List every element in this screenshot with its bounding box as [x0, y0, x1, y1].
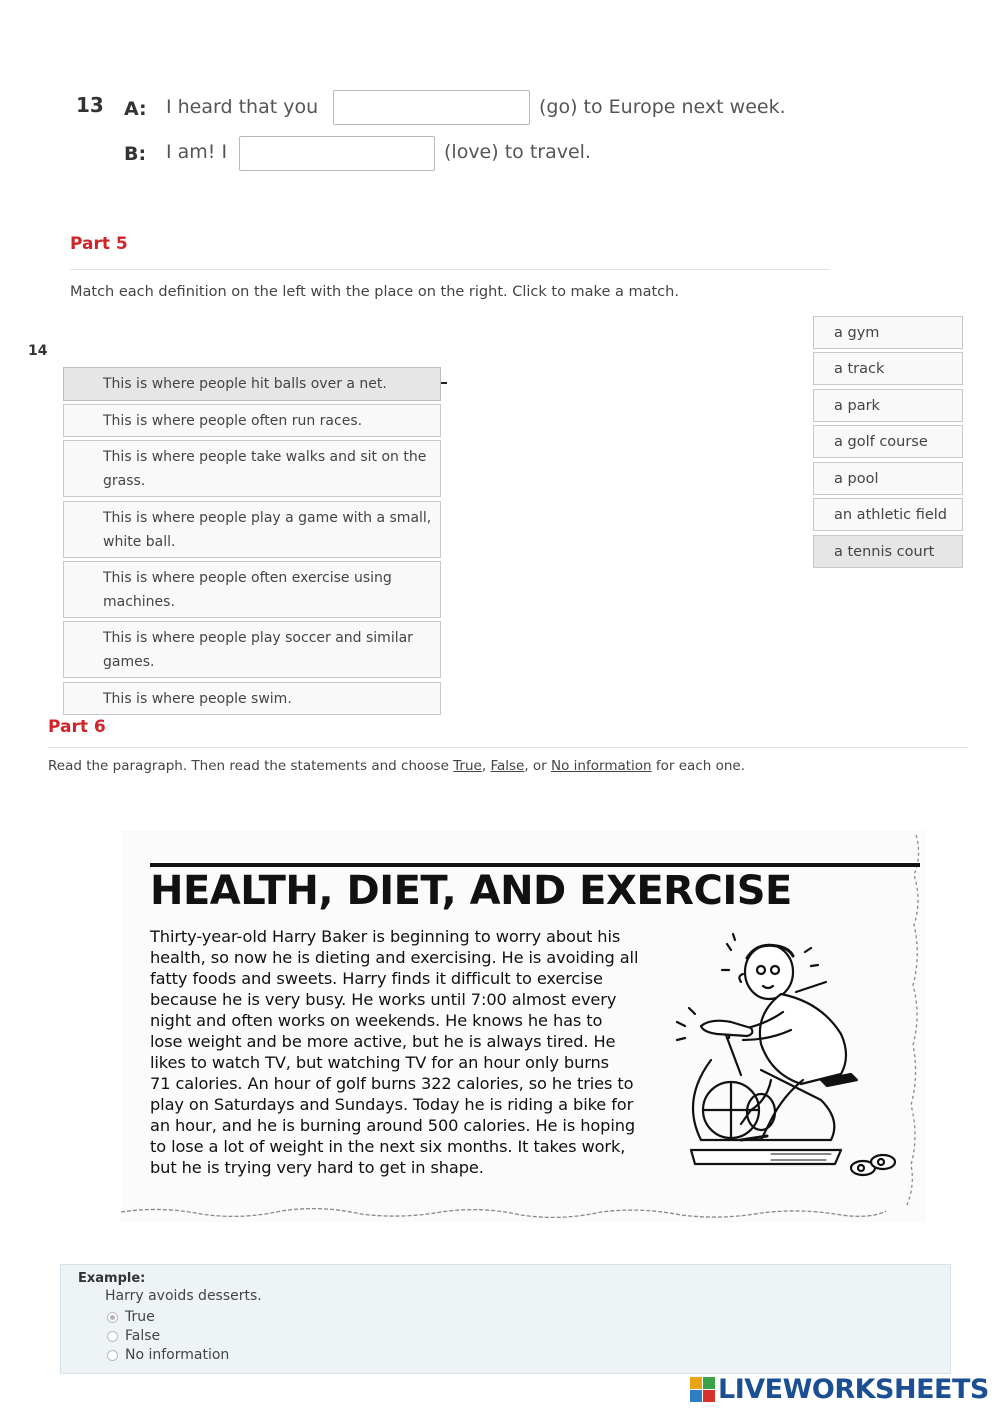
- article-title: HEALTH, DIET, AND EXERCISE: [150, 868, 792, 914]
- part6-instructions: Read the paragraph. Then read the statements and choose True, False, or No information for each one.: [48, 758, 746, 774]
- speaker-b-label: B:: [124, 143, 147, 165]
- radio-button-selected[interactable]: [107, 1312, 118, 1323]
- definition-text: This is where people often exercise using machines.: [103, 569, 392, 610]
- definition-text: This is where people play soccer and similar games.: [103, 629, 413, 670]
- place-golf-course[interactable]: a golf course: [813, 425, 963, 458]
- part5-divider: [70, 269, 830, 270]
- definition-5[interactable]: [63, 561, 441, 618]
- place-athletic-field[interactable]: an athletic field: [813, 498, 963, 531]
- article-top-rule: [150, 863, 920, 867]
- definition-6[interactable]: [63, 621, 441, 678]
- part5-title: Part 5: [70, 234, 128, 254]
- definition-text: This is where people often run races.: [103, 412, 363, 429]
- line-a-prompt: I heard that you: [166, 96, 319, 118]
- place-gym[interactable]: a gym: [813, 316, 963, 349]
- no-information-keyword: No information: [551, 758, 652, 774]
- question-number-14: 14: [28, 343, 48, 359]
- definition-2[interactable]: [63, 404, 441, 437]
- example-label: Example:: [78, 1271, 146, 1286]
- example-box: [60, 1264, 951, 1374]
- man-on-exercise-bike-illustration: [671, 930, 911, 1190]
- option-no-information[interactable]: No information: [107, 1347, 229, 1363]
- liveworksheets-logo: [690, 1374, 989, 1405]
- place-track[interactable]: a track: [813, 352, 963, 385]
- answer-input-love[interactable]: [239, 136, 435, 171]
- part6-divider: [48, 747, 968, 748]
- definition-text: This is where people play a game with a small, white ball.: [103, 509, 432, 550]
- definition-7[interactable]: [63, 682, 441, 715]
- article-panel: [121, 830, 926, 1222]
- false-keyword: False: [490, 758, 525, 774]
- true-keyword: True: [453, 758, 482, 774]
- article-body: Thirty-year-old Harry Baker is beginning to worry about his health, so now he is dieting and exercising. He is avoiding all fatty foods and sweets. Harry finds it difficult to exercise because he is very busy. He works until 7:00 almost every night and often works on weekends. He knows he has to lose weight and be more active, but he is always tired. He likes to watch TV, but watching TV for an hour only burns 71 calories. An hour of golf burns 322 calories, so he tries to play on Saturdays and Sundays. Today he is riding a bike for an hour, and he is burning around 500 calories. He is hoping to lose a lot of weight in the next six months. It takes work, but he is trying very hard to get in shape.: [150, 927, 639, 1177]
- place-tennis-court[interactable]: a tennis court: [813, 535, 963, 568]
- definition-3[interactable]: [63, 440, 441, 497]
- place-park[interactable]: a park: [813, 389, 963, 422]
- line-b-suffix: (love) to travel.: [444, 141, 591, 163]
- option-false[interactable]: False: [107, 1328, 160, 1344]
- definition-4[interactable]: [63, 501, 441, 558]
- line-b-prompt: I am! I: [166, 141, 228, 163]
- speaker-a-label: A:: [124, 98, 147, 120]
- definition-text: This is where people take walks and sit on the grass.: [103, 448, 427, 489]
- radio-button[interactable]: [107, 1331, 118, 1342]
- place-pool[interactable]: a pool: [813, 462, 963, 495]
- part5-instructions: Match each definition on the left with the place on the right. Click to make a match.: [70, 284, 679, 300]
- match-line-stub: [441, 382, 447, 384]
- question-number-13: 13: [76, 93, 104, 117]
- line-a-suffix: (go) to Europe next week.: [539, 96, 786, 118]
- option-true[interactable]: True: [107, 1309, 155, 1325]
- part6-title: Part 6: [48, 717, 106, 737]
- answer-input-go[interactable]: [333, 90, 530, 125]
- radio-button[interactable]: [107, 1350, 118, 1361]
- definition-text: This is where people hit balls over a net.: [103, 376, 387, 392]
- example-statement: Harry avoids desserts.: [105, 1288, 262, 1304]
- definition-1[interactable]: [63, 367, 441, 401]
- definition-text: This is where people swim.: [103, 690, 292, 707]
- liveworksheets-logo-icon: [690, 1377, 716, 1403]
- liveworksheets-wordmark: LIVEWORKSHEETS: [718, 1374, 989, 1405]
